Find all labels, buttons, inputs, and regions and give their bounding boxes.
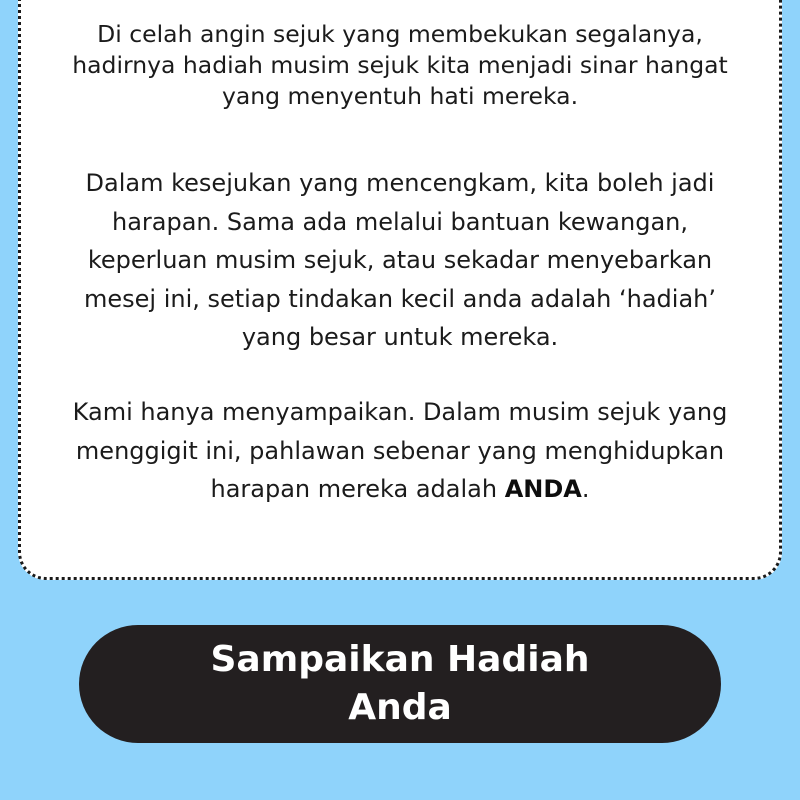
intro-paragraph: Di celah angin sejuk yang membekukan segalanya, hadirnya hadiah musim sejuk kita menjadi sinar hangat yang menyentuh hati mereka.	[72, 20, 728, 110]
closing-paragraph-emphasis: ANDA	[504, 475, 582, 503]
closing-paragraph-end: .	[581, 475, 590, 503]
hope-paragraph: Dalam kesejukan yang mencengkam, kita boleh jadi harapan. Sama ada melalui bantuan kewangan, keperluan musim sejuk, atau sekadar menyebarkan mesej ini, setiap tindakan kecil anda adalah ‘hadiah’ yang besar untuk mereka.	[83, 169, 716, 351]
send-gift-button[interactable]	[79, 625, 721, 743]
send-gift-button-label: Sampaikan Hadiah Anda	[210, 639, 590, 728]
message-card	[18, 0, 782, 580]
closing-paragraph-lead: Kami hanya menyampaikan. Dalam musim sejuk yang menggigit ini, pahlawan sebenar yang menghidupkan harapan mereka adalah	[72, 398, 728, 503]
closing-paragraph	[61, 393, 739, 509]
